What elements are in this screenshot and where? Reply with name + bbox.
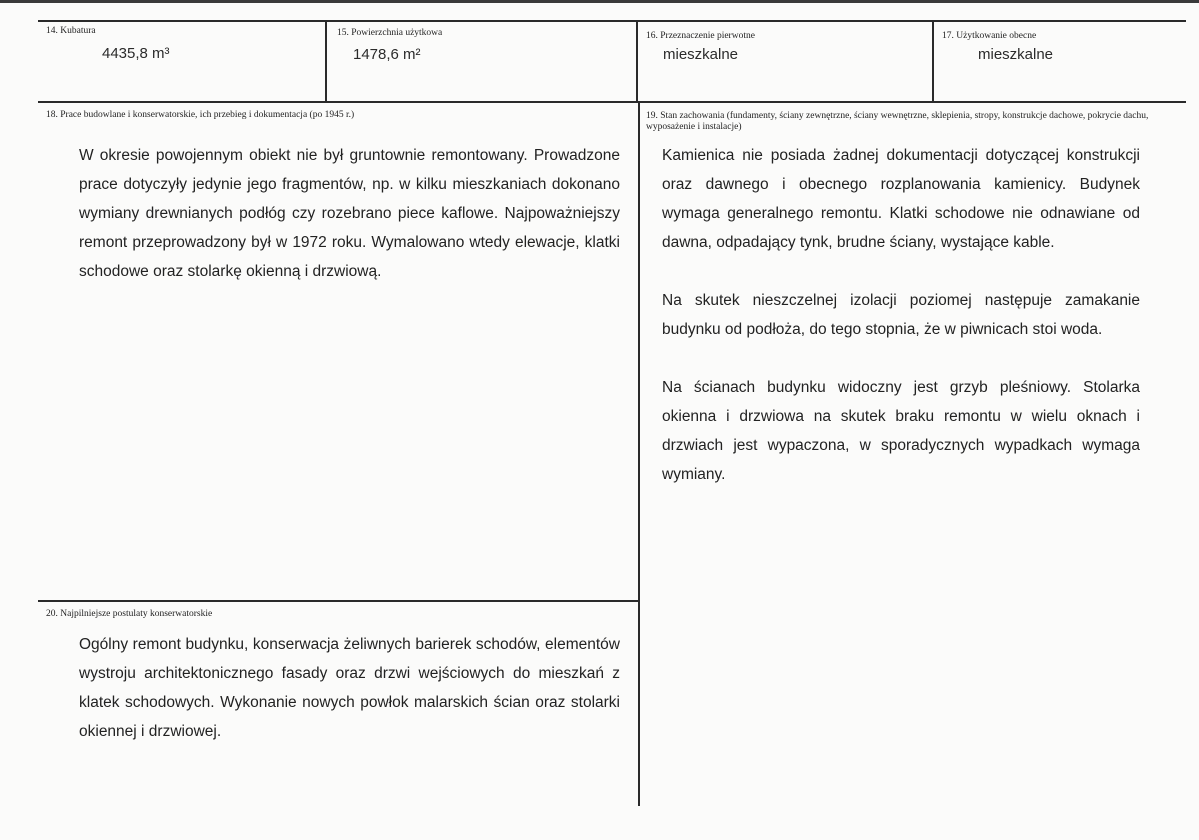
field-20-text: Ogólny remont budynku, konserwacja żeliwnych barierek schodów, elementów wystroju architektonicznego fasady oraz drzwi wejściowych do mieszkań z klatek schodowych. Wykonanie nowych powłok malarskich ścian oraz stolarki okiennej i drzwiowej. (79, 636, 620, 740)
field-17-label: 17. Użytkowanie obecne (942, 31, 1037, 41)
divider-16-17 (932, 20, 934, 102)
divider-15-16 (636, 20, 638, 102)
row1-top-border (38, 20, 1186, 22)
field-14-label: 14. Kubatura (46, 26, 96, 36)
field-19-paragraph-1: Kamienica nie posiada żadnej dokumentacji dotyczącej konstrukcji oraz dawnego i obecnego rozplanowania kamienicy. Budynek wymaga generalnego remontu. Klatki schodowe nie odnawiane od dawna, odpadający tynk, brudne ściany, wystające kable. (662, 147, 1140, 251)
field-18-text: W okresie powojennym obiekt nie był gruntownie remontowany. Prowadzone prace dotyczyły jedynie jego fragmentów, np. w kilku mieszkaniach dokonano wymiany drewnianych podłóg czy rozebrano piece kaflowe. Najpoważniejszy remont przeprowadzony był w 1972 roku. Wymalowano wtedy elewacje, klatki schodowe oraz stolarkę okienną i drzwiową. (79, 147, 620, 280)
field-15-value: 1478,6 m² (353, 46, 421, 63)
field-17-value: mieszkalne (978, 46, 1054, 63)
field-18-label: 18. Prace budowlane i konserwatorskie, ich przebieg i dokumentacja (po 1945 r.) (46, 110, 355, 120)
field-19-label: 19. Stan zachowania (fundamenty, ściany zewnętrzne, ściany wewnętrzne, sklepienia, stropy, konstrukcje dachowe, pokrycie dachu, wyposażenie i instalacje) (646, 111, 1149, 132)
top-edge-strip (0, 0, 1199, 3)
field-20-label: 20. Najpilniejsze postulaty konserwatorskie (46, 609, 213, 619)
field-16-label: 16. Przeznaczenie pierwotne (646, 31, 755, 41)
field-16-value: mieszkalne (663, 46, 739, 63)
row1-bottom-border (38, 101, 1186, 103)
field-19-paragraph-3: Na ścianach budynku widoczny jest grzyb pleśniowy. Stolarka okienna i drzwiowa na skutek braku remontu w wielu oknach i drzwiach jest wypaczona, w sporadycznych wypadkach wymaga wymiany. (662, 379, 1140, 483)
field-15-label: 15. Powierzchnia użytkowa (337, 28, 443, 38)
divider-14-15 (325, 20, 327, 102)
section20-top-border (38, 600, 639, 602)
main-column-divider (638, 101, 640, 806)
field-19-paragraph-2: Na skutek nieszczelnej izolacji poziomej następuje zamakanie budynku od podłoża, do tego stopnia, że w piwnicach stoi woda. (662, 292, 1140, 338)
field-14-value: 4435,8 m³ (102, 45, 170, 62)
